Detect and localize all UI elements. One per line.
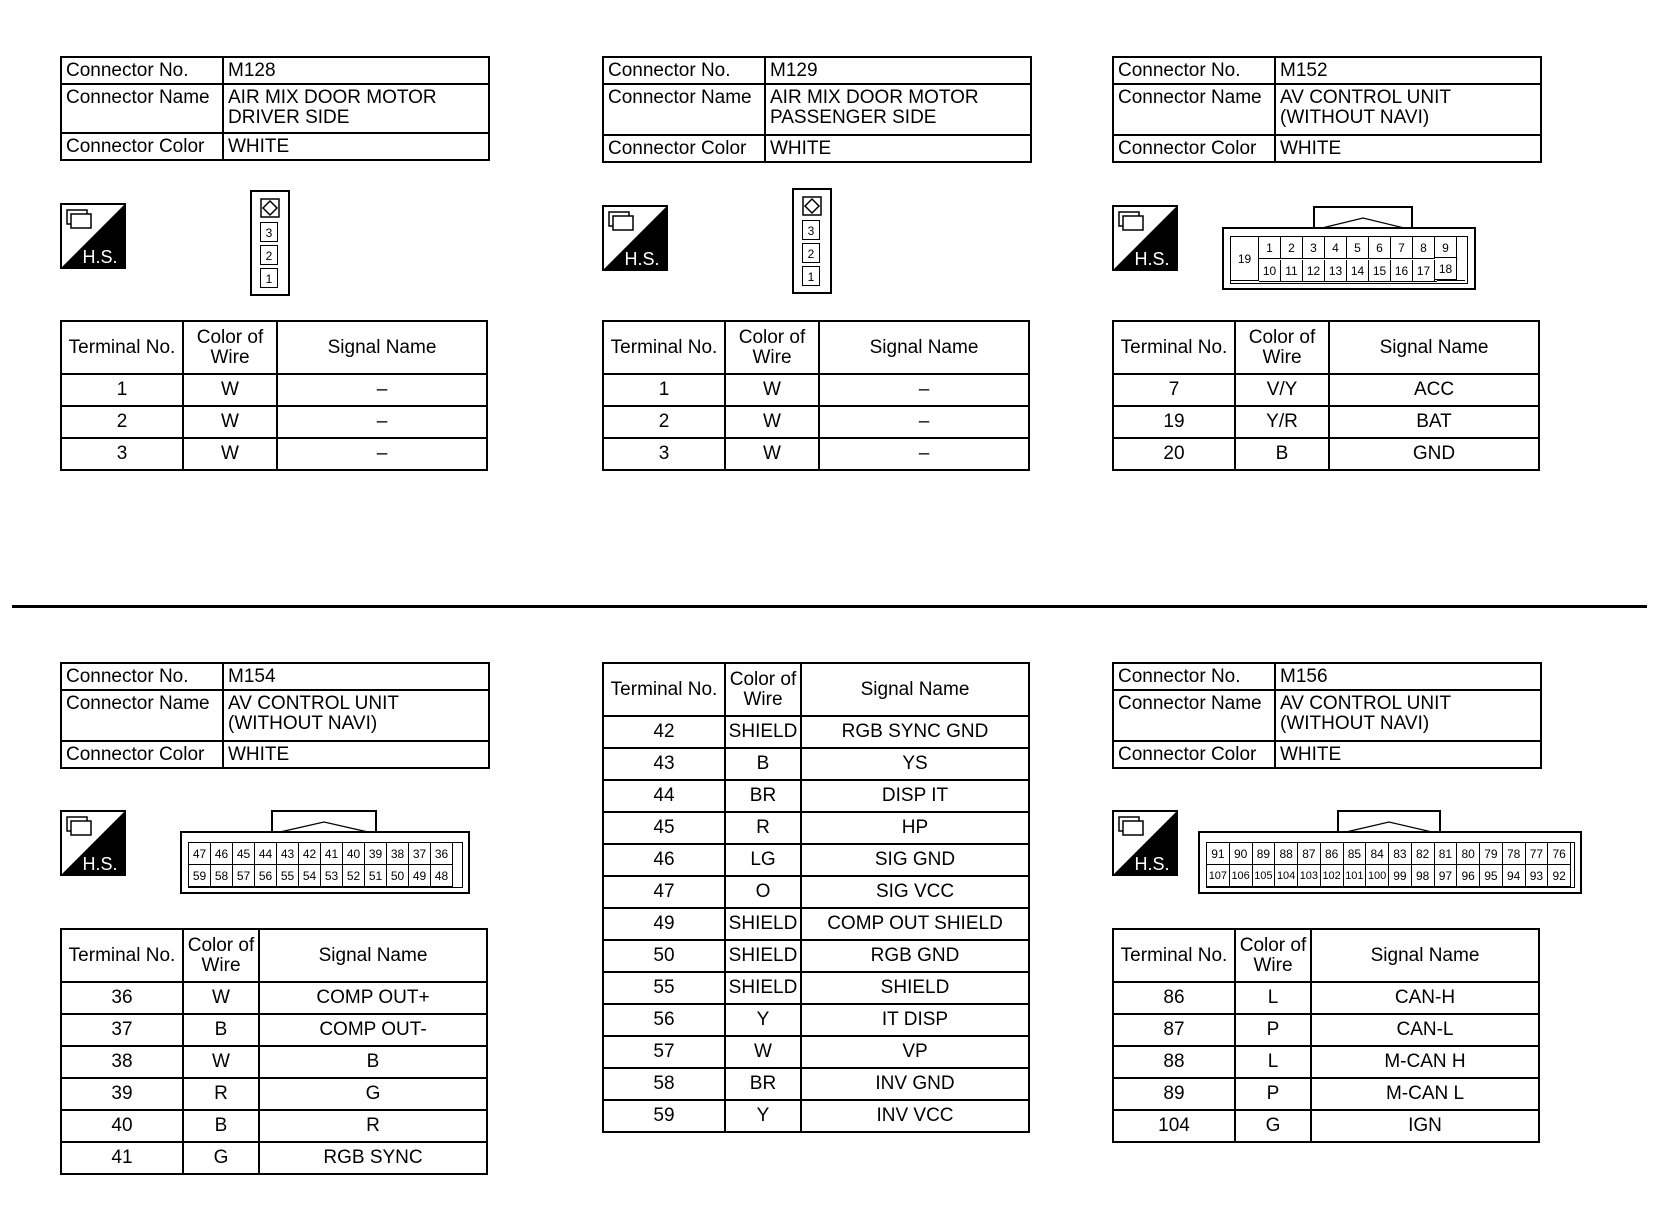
terminal-table-m152 [1112,320,1540,471]
table-row: 37 B COMP OUT- [61,1014,487,1046]
signal-name-header: Signal Name [259,929,487,982]
table-row: 38 W B [61,1046,487,1078]
hs-icon [60,203,126,269]
pin-cell: 79 [1480,843,1503,865]
terminal-table-m156 [1112,928,1540,1143]
connector-color-value: WHITE [765,135,1031,162]
pin-cell: 94 [1503,865,1526,887]
key-diamond-icon [260,198,280,218]
pin-cell: 36 [431,843,453,865]
signal-name-header: Signal Name [1311,929,1539,982]
pin-cell: 13 [1325,260,1347,282]
table-row: 45 R HP [603,812,1029,844]
pin-cell: 38 [387,843,409,865]
signal-name-header: Signal Name [801,663,1029,716]
pin-cell: 86 [1321,843,1344,865]
pin-cell: 42 [299,843,321,865]
signal-name-header: Signal Name [819,321,1029,374]
connector-no-label: Connector No. [603,57,765,84]
pin-cell: 106 [1230,865,1253,887]
table-row: 58 BR INV GND [603,1068,1029,1100]
pin-cell: 51 [365,865,387,887]
connector-face-m156 [1198,810,1582,894]
pin-cell: 54 [299,865,321,887]
table-row: 87 P CAN-L [1113,1014,1539,1046]
pin-cell: 1 [260,268,278,288]
pin-cell: 52 [343,865,365,887]
connector-info-m128 [60,56,490,161]
hs-label: H.S. [1134,249,1170,269]
pin-cell: 5 [1347,237,1369,259]
pin-cell: 10 [1259,260,1281,282]
pin-cell: 43 [277,843,299,865]
pin-cell: 39 [365,843,387,865]
pin-cell: 1 [802,266,820,286]
color-of-wire-header: Color of Wire [1235,929,1311,982]
pin-cell: 56 [255,865,277,887]
table-row: 1 W – [603,374,1029,406]
table-row: 49 SHIELD COMP OUT SHIELD [603,908,1029,940]
pin-cell: 91 [1207,843,1230,865]
pin-cell: 87 [1298,843,1321,865]
pin-cell: 2 [1281,237,1303,259]
pin-cell: 3 [802,220,820,240]
connector-no-label: Connector No. [61,57,223,84]
terminal-table-m129 [602,320,1030,471]
table-row: 2 W – [61,406,487,438]
hs-icon [1112,205,1178,271]
pin-cell: 95 [1480,865,1503,887]
table-row: 39 R G [61,1078,487,1110]
pin-cell: 16 [1391,260,1413,282]
terminal-no-header: Terminal No. [61,321,183,374]
hs-label: H.S. [624,249,660,269]
pin-cell: 8 [1413,237,1435,259]
connector-name-value: AV CONTROL UNIT (WITHOUT NAVI) [1275,84,1541,135]
connector-name-label: Connector Name [61,690,223,741]
terminal-table-m154 [60,928,488,1175]
connector-info-m129 [602,56,1032,163]
pin-cell: 2 [260,245,278,265]
pin-cell: 76 [1548,843,1571,865]
pin-cell: 84 [1366,843,1389,865]
pin-cell: 80 [1457,843,1480,865]
connector-name-value: AIR MIX DOOR MOTOR DRIVER SIDE [223,84,489,133]
connector-info-m154 [60,662,490,769]
table-row: 42 SHIELD RGB SYNC GND [603,716,1029,748]
connector-name-label: Connector Name [603,84,765,135]
terminal-no-header: Terminal No. [603,663,725,716]
hs-label: H.S. [82,854,118,874]
color-of-wire-header: Color of Wire [183,929,259,982]
connector-name-label: Connector Name [1113,84,1275,135]
pin-cell: 97 [1435,865,1458,887]
pin-cell: 107 [1207,865,1230,887]
table-row: 3 W – [61,438,487,470]
pin-cell: 96 [1457,865,1480,887]
table-row: 40 B R [61,1110,487,1142]
pin-cell: 88 [1275,843,1298,865]
terminal-no-header: Terminal No. [603,321,725,374]
table-row: 41 G RGB SYNC [61,1142,487,1174]
connector-color-label: Connector Color [603,135,765,162]
terminal-table-m154-continued [602,662,1030,1133]
hs-label: H.S. [82,247,118,267]
pin-cell: 6 [1369,237,1391,259]
connector-face-m154 [180,810,470,894]
pin-cell: 98 [1412,865,1435,887]
table-row: 56 Y IT DISP [603,1004,1029,1036]
connector-info-m156 [1112,662,1542,769]
pin-cell: 2 [802,243,820,263]
pin-cell: 44 [255,843,277,865]
connector-no-value: M156 [1275,663,1541,690]
connector-face-m128 [250,190,290,296]
pin-cell: 104 [1275,865,1298,887]
table-row: 43 B YS [603,748,1029,780]
pin-cell: 102 [1321,865,1344,887]
connector-no-label: Connector No. [1113,663,1275,690]
pin-cell: 53 [321,865,343,887]
pin-cell: 55 [277,865,299,887]
connector-color-label: Connector Color [61,741,223,768]
pin-cell: 78 [1503,843,1526,865]
key-diamond-icon [802,196,822,216]
pin-cell: 81 [1435,843,1458,865]
table-row: 86 L CAN-H [1113,982,1539,1014]
pin-cell: 77 [1526,843,1549,865]
pin-cell: 92 [1548,865,1571,887]
pin-cell: 41 [321,843,343,865]
table-row: 1 W – [61,374,487,406]
table-row: 104 G IGN [1113,1110,1539,1142]
pin-cell: 15 [1369,260,1391,282]
signal-name-header: Signal Name [1329,321,1539,374]
table-row: 19 Y/R BAT [1113,406,1539,438]
pin-cell: 83 [1389,843,1412,865]
pin-cell: 99 [1389,865,1412,887]
connector-name-value: AV CONTROL UNIT (WITHOUT NAVI) [223,690,489,741]
table-row: 47 O SIG VCC [603,876,1029,908]
pin-cell: 47 [189,843,211,865]
connector-color-value: WHITE [1275,741,1541,768]
connector-color-value: WHITE [223,741,489,768]
connector-info-m152 [1112,56,1542,163]
terminal-no-header: Terminal No. [61,929,183,982]
table-row: 50 SHIELD RGB GND [603,940,1029,972]
pin-cell: 3 [1303,237,1325,259]
pin-cell: 85 [1344,843,1367,865]
table-row: 88 L M-CAN H [1113,1046,1539,1078]
pin-cell: 40 [343,843,365,865]
connector-no-value: M152 [1275,57,1541,84]
table-row: 57 W VP [603,1036,1029,1068]
pin-cell: 17 [1413,260,1435,282]
pin-cell: 48 [431,865,453,887]
table-row: 46 LG SIG GND [603,844,1029,876]
pin-cell: 50 [387,865,409,887]
table-row: 89 P M-CAN L [1113,1078,1539,1110]
pin-cell: 45 [233,843,255,865]
pin-cell: 12 [1303,260,1325,282]
pin-cell: 7 [1391,237,1413,259]
pin-cell: 100 [1366,865,1389,887]
table-row: 55 SHIELD SHIELD [603,972,1029,1004]
terminal-no-header: Terminal No. [1113,321,1235,374]
color-of-wire-header: Color of Wire [183,321,277,374]
connector-name-value: AV CONTROL UNIT (WITHOUT NAVI) [1275,690,1541,741]
pin-cell: 103 [1298,865,1321,887]
hs-icon [602,205,668,271]
pin-cell: 82 [1412,843,1435,865]
pin-cell: 1 [1259,237,1281,259]
connector-color-value: WHITE [1275,135,1541,162]
table-row: 7 V/Y ACC [1113,374,1539,406]
pin-cell: 89 [1253,843,1276,865]
connector-color-label: Connector Color [1113,135,1275,162]
table-row: 20 B GND [1113,438,1539,470]
terminal-no-header: Terminal No. [1113,929,1235,982]
pin-cell: 19 [1231,237,1259,281]
connector-color-label: Connector Color [1113,741,1275,768]
pin-cell: 57 [233,865,255,887]
color-of-wire-header: Color of Wire [1235,321,1329,374]
pin-cell: 58 [211,865,233,887]
pin-cell: 93 [1526,865,1549,887]
table-row: 36 W COMP OUT+ [61,982,487,1014]
connector-no-value: M154 [223,663,489,690]
pin-cell: 9 [1435,236,1457,258]
connector-no-value: M128 [223,57,489,84]
pin-cell: 101 [1344,865,1367,887]
table-row: 3 W – [603,438,1029,470]
table-row: 59 Y INV VCC [603,1100,1029,1132]
terminal-table-m128 [60,320,488,471]
pin-cell: 105 [1253,865,1276,887]
connector-color-label: Connector Color [61,133,223,160]
pin-cell: 49 [409,865,431,887]
connector-color-value: WHITE [223,133,489,160]
table-row: 44 BR DISP IT [603,780,1029,812]
connector-no-label: Connector No. [61,663,223,690]
pin-cell: 11 [1281,260,1303,282]
connector-name-label: Connector Name [61,84,223,133]
color-of-wire-header: Color of Wire [725,663,801,716]
pin-cell: 37 [409,843,431,865]
hs-icon [60,810,126,876]
pin-cell: 18 [1435,258,1457,280]
pin-cell: 59 [189,865,211,887]
signal-name-header: Signal Name [277,321,487,374]
connector-face-m129 [792,188,832,294]
hs-icon [1112,810,1178,876]
connector-no-value: M129 [765,57,1031,84]
connector-name-label: Connector Name [1113,690,1275,741]
pin-cell: 3 [260,222,278,242]
connector-no-label: Connector No. [1113,57,1275,84]
pin-cell: 14 [1347,260,1369,282]
section-divider [12,605,1647,608]
pin-cell: 4 [1325,237,1347,259]
connector-face-m152 [1222,206,1476,290]
hs-label: H.S. [1134,854,1170,874]
connector-name-value: AIR MIX DOOR MOTOR PASSENGER SIDE [765,84,1031,135]
pin-cell: 90 [1230,843,1253,865]
pin-cell: 46 [211,843,233,865]
color-of-wire-header: Color of Wire [725,321,819,374]
table-row: 2 W – [603,406,1029,438]
